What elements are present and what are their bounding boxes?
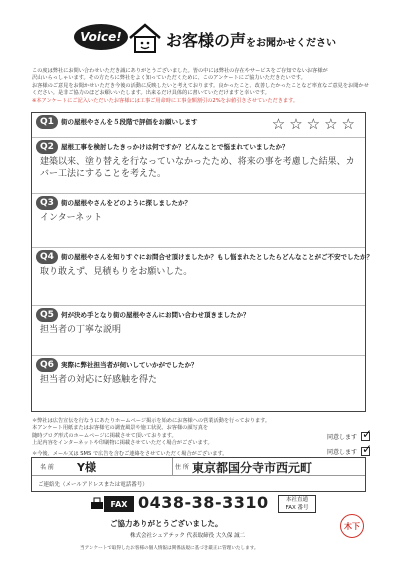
consent-line: 随時ブログ形式のホームページに掲載させて頂いております。 — [32, 432, 177, 439]
page-title — [166, 28, 336, 51]
agree-label: 同意します — [326, 434, 357, 441]
question-text: 街の屋根やさんをどのように探しましたか？ — [61, 199, 191, 207]
intro-line: ください。是非ご協力のほどお願いいたします。出来るだけ具体的に書いていただけますと幸いです。 — [32, 90, 270, 97]
fax-tag-line: FAX 番号 — [285, 505, 309, 511]
title-rest: をお聞かせください — [246, 38, 337, 49]
company-name: 株式会社シェアテック 代表取締役 大久保 誠二 — [130, 533, 246, 539]
privacy-note: 当アンケートで取得したお客様の個人情報は関係法規に基づき厳正に管理いたします。 — [80, 546, 259, 551]
divider — [172, 458, 173, 476]
fax-badge: FAX — [104, 496, 134, 512]
house-icon — [126, 20, 164, 56]
questions-box — [31, 112, 373, 412]
fax-tag — [278, 495, 316, 513]
question-text: 街の屋根やさんを知りすぐにお問合せ頂けましたか？もし悩まれたとしたらどんなことがご不安でしたか？ — [61, 253, 373, 261]
question-number: Q1 — [36, 115, 58, 129]
discount-note: ※本アンケートにご記入いただいたお客様には工事ご用命時に工事金額割引の2%をお値引きさせていただきます。 — [32, 97, 299, 104]
name-field[interactable]: Y様 — [77, 461, 96, 474]
checkbox-checked-icon[interactable] — [361, 447, 370, 456]
fax-machine-icon — [90, 497, 104, 511]
intro-line: 沢山いらっしゃいます。その方たちに弊社をよく知っていただくために、このアンケートにご協力いただきたいです。 — [32, 75, 306, 82]
consent-line: ＊今後、メール又は SMS で広告を含むご連絡をさせていただく場合がございます。 — [32, 450, 228, 457]
fax-row — [90, 493, 340, 519]
question-text: 何が決め手となり街の屋根やさんにお問い合わせ頂きましたか？ — [61, 311, 250, 319]
question-2 — [32, 137, 365, 193]
intro-line: この度は弊社にお問い合わせいただき誠にありがとうございました。皆の中には弊社の存在やサービスをご存知でないお客様が — [32, 68, 328, 74]
consent-text — [32, 418, 332, 458]
intro-line: お客様のご意見をお聞かせいただき今後の活動に反映したいと考えております。良かったこと、改善したかったことなど率直なご意見をお聞かせ — [32, 82, 369, 89]
consent-line: 本アンケート用紙またはお客様宅の調査風景や施工状況、お客様の顔写真を — [32, 425, 209, 432]
question-number: Q4 — [36, 250, 58, 264]
question-text: 実際に弊社担当者が伺いしていかがでしたか？ — [61, 361, 198, 369]
question-3 — [32, 193, 365, 247]
question-number: Q3 — [36, 196, 58, 210]
address-label: 住 所 — [175, 464, 189, 471]
address-field[interactable]: 東京都国分寺市西元町 — [192, 461, 313, 475]
answer-text[interactable]: 建築以来、塗り替えを行なっていなかったため、将来の事を考慮した結果、カバー工法にすることを考えた。 — [40, 157, 355, 179]
contact-field[interactable]: ご連絡先（メールアドレスまたは電話番号） — [38, 482, 148, 488]
customer-form — [31, 457, 366, 492]
question-1 — [32, 113, 365, 137]
checkbox-checked-icon[interactable] — [361, 432, 370, 441]
agree-label: 同意します — [326, 449, 357, 456]
name-label: 名 前 — [40, 464, 54, 471]
consent-line: 上記内容をインターネットや印刷物に掲載させていただく場合がございます。 — [32, 440, 213, 447]
question-number: Q5 — [36, 308, 58, 322]
question-number: Q2 — [36, 140, 58, 154]
header — [74, 14, 344, 64]
question-text: 屋根工事を検討したきっかけは何ですか？どんなことで悩まれていましたか？ — [61, 143, 289, 151]
question-6 — [32, 355, 365, 411]
question-4 — [32, 247, 373, 305]
fax-number: 0438-38-3310 — [138, 493, 269, 512]
rating-stars[interactable]: ☆☆☆☆☆ — [271, 115, 359, 133]
title-main: お客様の声 — [166, 31, 247, 50]
question-text: 街の屋根やさんを５段階で評価をお願いします — [61, 118, 198, 126]
form-row — [32, 458, 365, 476]
agree-checkbox-contact[interactable] — [327, 447, 370, 456]
consent-line: ＊弊社は広告宣伝を行なうにあたりホームページ掲示を始めにお客様への営業活動を行っております。 — [32, 418, 271, 424]
agree-checkbox-publish[interactable] — [327, 432, 370, 441]
seal-stamp: 木下 — [340, 514, 364, 538]
answer-text[interactable]: インターネット — [40, 213, 103, 223]
answer-text[interactable]: 取り敢えず、見積もりをお願いした。 — [40, 267, 193, 277]
answer-text[interactable]: 担当者の丁寧な説明 — [40, 325, 122, 335]
fax-tag-line: 本社直通 — [285, 497, 308, 503]
voice-badge: Voice! — [74, 24, 128, 50]
thanks-text: ご協力ありがとうございました。 — [110, 519, 223, 528]
intro-text — [32, 68, 372, 105]
answer-text[interactable]: 担当者の対応に好感触を得た — [40, 375, 158, 385]
question-5 — [32, 305, 365, 355]
question-number: Q6 — [36, 358, 58, 372]
